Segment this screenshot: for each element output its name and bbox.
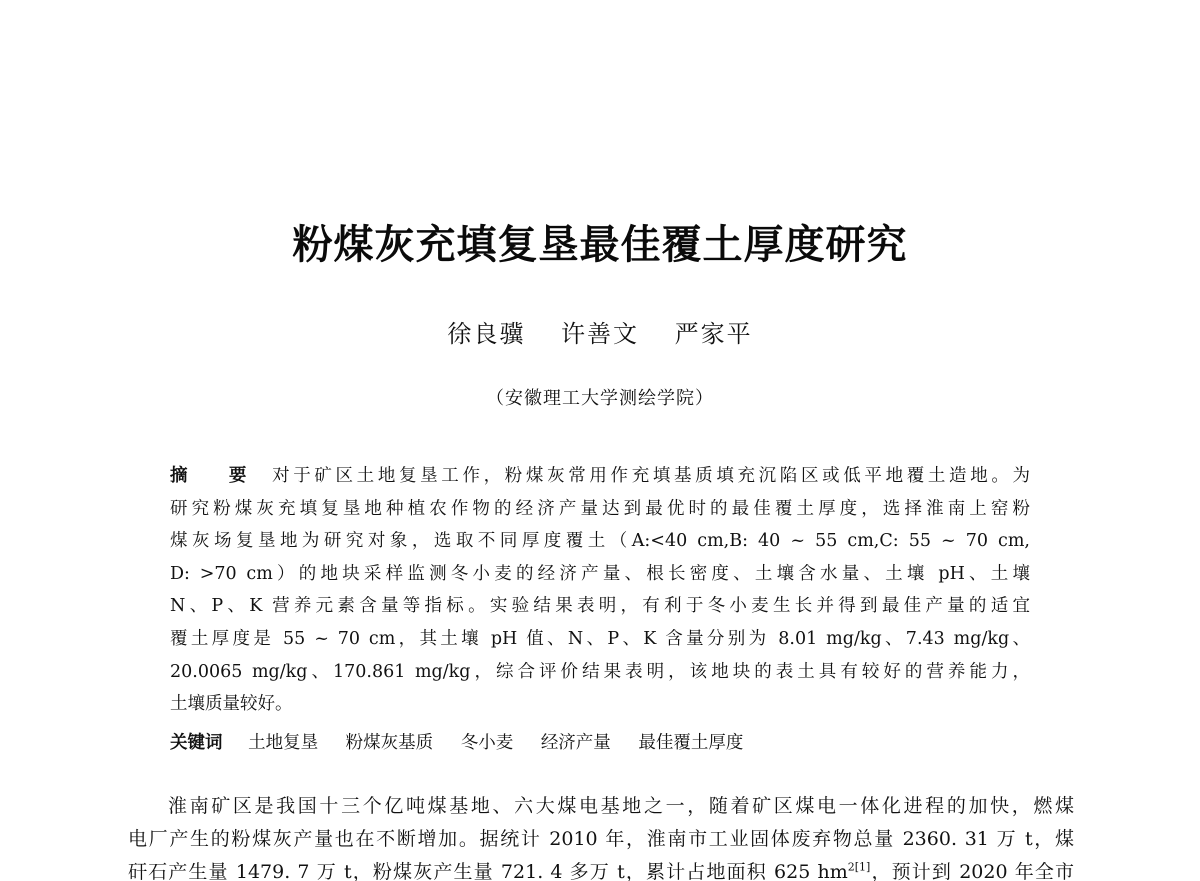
abstract-label: 摘 要 [170, 466, 265, 486]
abstract-line [170, 460, 1030, 493]
body-line-text: 矸石产生量 1479. 7 万 t，粉煤灰产生量 721. 4 多万 t，累计占地面积 625 hm [128, 861, 848, 881]
keyword: 最佳覆土厚度 [638, 733, 744, 753]
body-line [128, 856, 1074, 881]
keyword: 经济产量 [540, 733, 611, 753]
abstract [170, 460, 1030, 721]
keyword: 冬小麦 [460, 733, 514, 753]
body-line-text: ，预计到 2020 年全市 [870, 861, 1074, 881]
abstract-line: 覆土厚度是 55 ~ 70 cm，其土壤 pH 值、N、P、K 含量分别为 8.01 mg/kg、7.43 mg/kg、 [170, 628, 1030, 649]
author-list [0, 318, 1200, 350]
citation-superscript: 2[1] [847, 860, 871, 874]
author-name: 徐良骥 [447, 320, 526, 348]
paper-title: 粉煤灰充填复垦最佳覆土厚度研究 [292, 222, 908, 268]
abstract-line: 煤灰场复垦地为研究对象，选取不同厚度覆土（A:<40 cm,B: 40 ~ 55 cm,C: 55 ~ 70 cm, [170, 531, 1030, 552]
abstract-line: 土壤质量较好。 [170, 694, 293, 715]
abstract-text: 对于矿区土地复垦工作，粉煤灰常用作充填基质填充沉陷区或低平地覆土造地。为 [272, 466, 1030, 486]
body-line: 电厂产生的粉煤灰产量也在不断增加。据统计 2010 年，淮南市工业固体废弃物总量 2360. 31 万 t，煤 [128, 828, 1074, 850]
author-name: 许善文 [561, 320, 639, 348]
keyword: 土地复垦 [248, 733, 319, 753]
abstract-line: 研究粉煤灰充填复垦地种植农作物的经济产量达到最优时的最佳覆土厚度，选择淮南上窑粉 [170, 498, 1030, 519]
abstract-line: D: >70 cm）的地块采样监测冬小麦的经济产量、根长密度、土壤含水量、土壤 pH、土壤 [170, 563, 1030, 584]
abstract-line: 20.0065 mg/kg、170.861 mg/kg，综合评价结果表明，该地块的表土具有较好的营养能力， [170, 661, 1030, 682]
keywords-label: 关键词 [170, 733, 223, 753]
body-text [128, 790, 1074, 881]
abstract-line: N、P、K 营养元素含量等指标。实验结果表明，有利于冬小麦生长并得到最佳产量的适宜 [170, 596, 1030, 617]
affiliation: （安徽理工大学测绘学院） [486, 388, 714, 409]
body-line: 淮南矿区是我国十三个亿吨煤基地、六大煤电基地之一，随着矿区煤电一体化进程的加快，燃煤 [168, 795, 1074, 817]
keyword: 粉煤灰基质 [345, 733, 434, 753]
keywords [170, 727, 1030, 759]
author-name: 严家平 [674, 320, 753, 348]
